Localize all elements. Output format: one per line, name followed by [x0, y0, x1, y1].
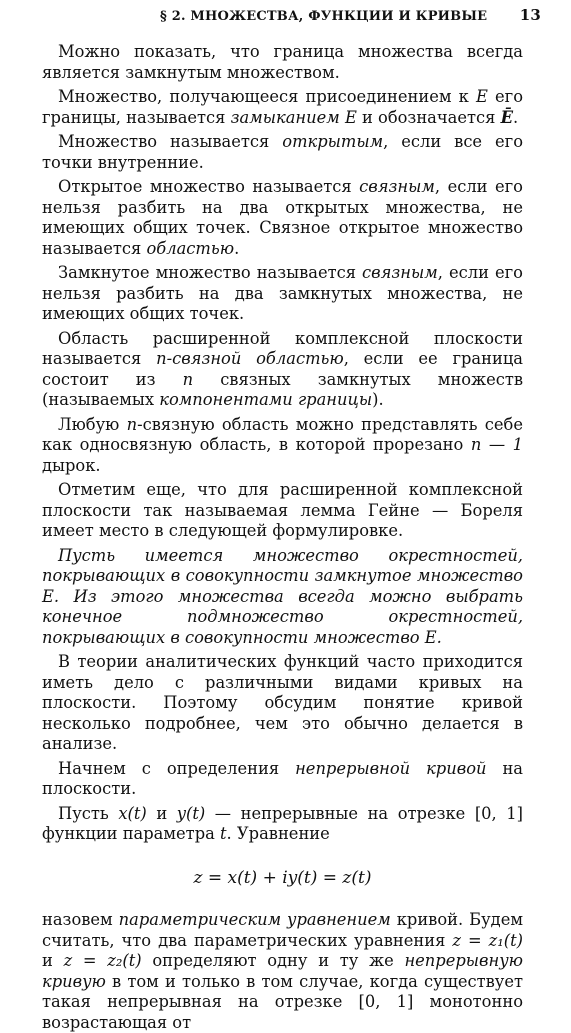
paragraph: назовем параметрическим уравнением кривой. Будем считать, что два параметрических уравнения z = z₁(t) и z = z₂(t) определяют одну и ту же непрерывную кривую в том и только в том случае, когда существует такая непрерывная на отрезке [0, 1] монотонно возрастающая от — [42, 910, 524, 1032]
paragraph: Замкнутое множество называется связным, если его нельзя разбить на два замкнутых множества, не имеющих общих точек. — [42, 263, 523, 323]
paragraph: Открытое множество называется связным, если его нельзя разбить на два открытых множества, не имеющих общих точек. Связное открытое множество называется областью. — [42, 177, 523, 258]
paragraph: Любую n-связную область можно представлять себе как односвязную область, в которой прорезано n — 1 дырок. — [42, 414, 523, 475]
page-header — [160, 6, 541, 24]
paragraph: Множество, получающееся присоединением к E его границы, называется замыканием E и обозначается Ē. — [42, 87, 523, 127]
lemma-paragraph: Пусть имеется множество окрестностей, покрывающих в совокупности замкнутое множество Е. Из этого множества всегда можно выбрать конечное подмножество окрестностей, покрывающих в совокупности множество Е. — [42, 545, 523, 647]
formula: z = x(t) + iy(t) = z(t) — [193, 867, 372, 888]
paragraph: Множество называется открытым, если все его точки внутренние. — [42, 132, 523, 172]
paragraph: Отметим еще, что для расширенной комплексной плоскости так называемая лемма Гейне — Бореля имеет место в следующей формулировке. — [42, 480, 523, 540]
page-body — [42, 42, 523, 1033]
paragraph: Область расширенной комплексной плоскости называется n-связной областью, если ее граница состоит из n связных замкнутых множеств (называемых компонентами границы). — [42, 328, 523, 409]
section-title: § 2. МНОЖЕСТВА, ФУНКЦИИ И КРИВЫЕ — [160, 9, 488, 24]
paragraph: Начнем с определения непрерывной кривой на плоскости. — [42, 758, 523, 798]
page-number: 13 — [519, 6, 541, 24]
paragraph: Можно показать, что граница множества всегда является замкнутым множеством. — [42, 42, 523, 82]
paragraph: В теории аналитических функций часто приходится иметь дело с различными видами кривых на плоскости. Поэтому обсудим понятие кривой несколько подробнее, чем это обычно делается в анализе. — [42, 652, 523, 753]
paragraph: Пусть x(t) и y(t) — непрерывные на отрезке [0, 1] функции параметра t. Уравнение — [42, 803, 523, 843]
